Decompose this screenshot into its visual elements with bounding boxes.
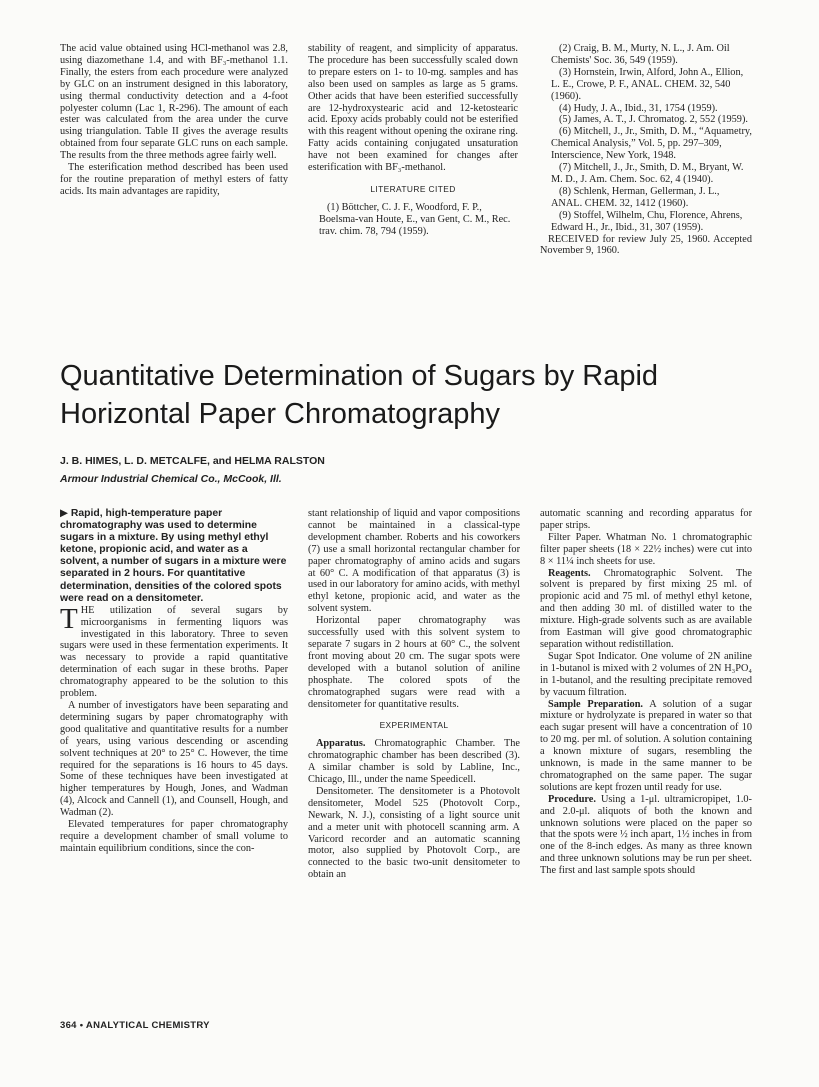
paragraph: Horizontal paper chromatography was successfully used with this solvent system to separate 7 sugars in 2 hours at 60° C., the solvent front moving about 20 cm. The sugar spots were developed with a butanol solution of aniline phosphate. The colored spots of the chromatographed sugars were read with a densitometer for quantitative results. — [308, 615, 520, 710]
literature-cited-heading: LITERATURE CITED — [370, 183, 456, 194]
intro-paragraph: THE utilization of several sugars by microorganisms in fermenting liquors was investigated in this laboratory. Three to seven sugars were used in these fermentation experiments. It was necessary to provide a rapid quantitative determination of each sugar in these broths. Paper chromatography appeared to be the solution to this problem. — [60, 602, 288, 700]
reference-item: (9) Stoffel, Wilhelm, Chu, Florence, Ahrens, Edward H., Jr., Ibid., 31, 307 (1959). — [551, 209, 743, 233]
reference-item: (1) Böttcher, C. J. F., Woodford, F. P., Boelsma-van Houte, E., van Gent, C. M., Rec. trav. chim. 78, 794 (1959). — [319, 201, 511, 237]
abstract: ▶ Rapid, high-temperature paper chromatography was used to determine sugars in a mixture. By using methyl ethyl ketone, propionic acid, and water as a solvent, a number of sugars in a mixture were separated in 2 hours. For quantitative determination, densities of the colored spots were read on a densitometer. — [60, 508, 287, 604]
article-authors: J. B. HIMES, L. D. METCALFE, and HELMA RALSTON — [60, 455, 325, 467]
paragraph: stant relationship of liquid and vapor compositions cannot be maintained in a classical-type development chamber. Roberts and his coworkers (7) use a small horizontal rectangular chamber for paper chromatography of amino acids and sugars at 60° C. A modification of that apparatus (3) is used in our laboratory for amino acids, with methyl ethyl ketone, propionic acid, and water as the solvent system. — [308, 508, 520, 615]
paragraph: Densitometer. The densitometer is a Photovolt densitometer, Model 525 (Photovolt Corp., Newark, N. J.), consisting of a light source unit and a meter unit with photocell scanning arm. A Varicord recorder and an automatic scanning motor, also supplied by Photovolt Corp., are connected to the basic two-unit densitometer to obtain an — [308, 785, 520, 881]
body-column-3 — [540, 508, 752, 877]
paragraph: stability of reagent, and simplicity of apparatus. The procedure has been successfully scaled down to prepare esters on 1- to 10-mg. samples and has also been used on samples as large as 5 grams. Other acids that have been esterified successfully are 12-hydroxystearic acid and 12-ketostearic acid. Epoxy acids probably could not be esterified with this reagent without opening the oxirane ring. Fatty acids containing conjugated unsaturation have not been examined for changes after esterification with BF₃-methanol. — [308, 43, 518, 174]
reference-item: (5) James, A. T., J. Chromatog. 2, 552 (1959). — [559, 114, 748, 126]
paragraph: Apparatus. Chromatographic Chamber. The chromatographic chamber has been described (3). A similar chamber is sold by Labline, Inc., Chicago, Ill., under the name Speedicell. — [308, 738, 520, 786]
paragraph: Sugar Spot Indicator. One volume of 2N aniline in 1-butanol is mixed with 2 volumes of 2N H₃PO₄ in 1-butanol, and the resulting precipitate removed by vacuum filtration. — [540, 650, 752, 698]
experimental-heading: EXPERIMENTAL — [379, 720, 449, 731]
paragraph: The esterification method described has been used for the routine preparation of methyl esters of fatty acids. Its main advantages are rapidity, — [60, 162, 288, 197]
paragraph: Elevated temperatures for paper chromatography require a development chamber of small volume to maintain equilibrium conditions, since the con- — [60, 819, 288, 854]
paragraph: Filter Paper. Whatman No. 1 chromatographic filter paper sheets (18 × 22½ inches) were cut into 8 × 11¼ inch sheets for use. — [540, 531, 752, 567]
paragraph: Procedure. Using a 1-μl. ultramicropipet, 1.0- and 2.0-μl. aliquots of both the known and unknown solutions were placed on the paper so that the spots were ½ inch apart, 1½ inches in from one of the 8-inch edges. As many as three known and three unknown solutions may be run per sheet. The first and last sample spots should — [540, 793, 752, 877]
paragraph: automatic scanning and recording apparatus for paper strips. — [540, 508, 752, 531]
reference-item: (3) Hornstein, Irwin, Alford, John A., Ellion, L. E., Crowe, P. F., ANAL. CHEM. 32, 540 (1960). — [551, 66, 744, 102]
paragraph: A number of investigators have been separating and determining sugars by paper chromatography with good qualitative and quantitative results for a number of years, using various descending or ascending solvent techniques at 20° to 25° C. However, the time required for the separations is 16 hours to 45 days. Some of these techniques have been investigated at higher temperatures by Hough, Jones, and Wadman (4), Alcock and Cannell (1), and Counsell, Hough, and Wadman (2). — [60, 700, 288, 819]
paragraph: The acid value obtained using HCl-methanol was 2.8, using diazomethane 1.4, and with BF₃-methanol 1.1. Finally, the esters from each procedure were analyzed by GLC on an instrument designed in this laboratory, using thermal conductivity detection and a 4-foot polyester column (Lac 1, R-296). The amount of each ester was calculated from the area under the curve using triangulation. Table II gives the average results obtained from four separate GLC runs on each sample. The results from the three methods agree fairly well. — [60, 43, 288, 162]
drop-cap: T — [60, 602, 78, 635]
reference-item: (6) Mitchell, J., Jr., Smith, D. M., “Aquametry, Chemical Analysis,” Vol. 5, pp. 297–309, Interscience, New York, 1948. — [551, 126, 752, 162]
body-column-1 — [60, 508, 288, 855]
reference-item: (2) Craig, B. M., Murty, N. L., J. Am. Oil Chemists' Soc. 36, 549 (1959). — [551, 43, 730, 66]
top-column-3 — [540, 43, 752, 257]
reference-item: (7) Mitchell, J., Jr., Smith, D. M., Bryant, W. M. D., J. Am. Chem. Soc. 62, 4 (1940). — [551, 162, 744, 185]
received-note: RECEIVED for review July 25, 1960. Accepted November 9, 1960. — [540, 233, 752, 257]
top-column-1 — [60, 43, 288, 198]
article-title: Quantitative Determination of Sugars by Rapid Horizontal Paper Chromatography — [60, 360, 659, 430]
article-affiliation: Armour Industrial Chemical Co., McCook, Ill. — [60, 473, 282, 485]
reference-item: (8) Schlenk, Herman, Gellerman, J. L., ANAL. CHEM. 32, 1412 (1960). — [551, 185, 720, 209]
paragraph: Reagents. Chromatographic Solvent. The solvent is prepared by first mixing 25 ml. of propionic acid and 75 ml. of methyl ethyl ketone, and then adding 30 ml. of distilled water to the mixture. High-grade solvents such as are available from Eastman will give good chromatographic separation without redistillation. — [540, 567, 752, 650]
reference-item: (4) Hudy, J. A., Ibid., 31, 1754 (1959). — [559, 102, 718, 114]
top-column-2 — [308, 43, 518, 238]
page-footer: 364 • ANALYTICAL CHEMISTRY — [60, 1020, 210, 1031]
paragraph: Sample Preparation. A solution of a sugar mixture or hydrolyzate is prepared in water so that each sugar present will have a concentration of 10 to 20 mg. per ml. of solution. A solution containing a known mixture of sugars, resembling the unknown, is made in the same manner to be chromatographed on the same paper. The sugar solutions are kept frozen until ready for use. — [540, 698, 752, 793]
body-column-2 — [308, 508, 520, 881]
